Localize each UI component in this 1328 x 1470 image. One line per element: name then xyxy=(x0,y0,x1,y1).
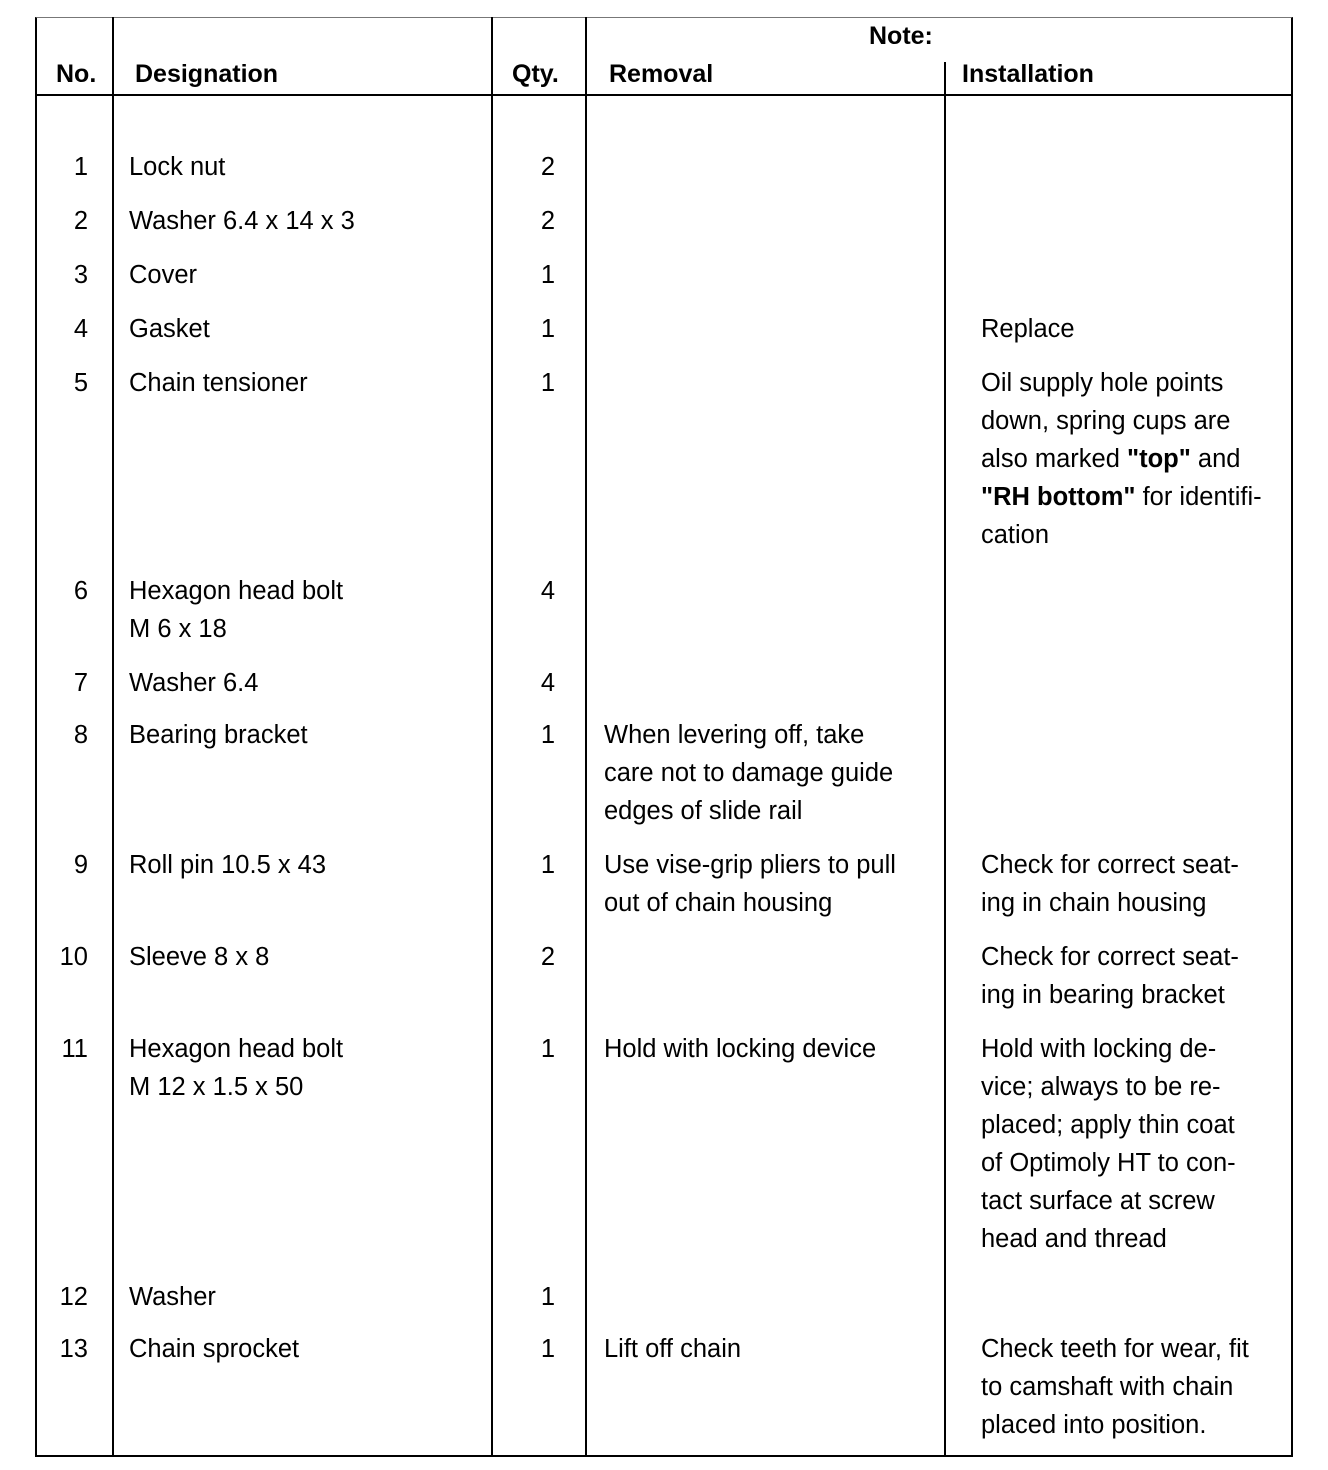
row-5-installation-line-4: "RH bottom" for identifi- xyxy=(981,483,1262,511)
row-4-designation: Gasket xyxy=(129,315,210,343)
row-10-qty: 2 xyxy=(540,943,556,971)
row-1-qty: 2 xyxy=(540,153,556,181)
row-4-qty: 1 xyxy=(540,315,556,343)
row-13-removal: Lift off chain xyxy=(604,1335,742,1363)
row-11-installation-line-4: of Optimoly HT to con- xyxy=(981,1149,1236,1177)
row-3-no: 3 xyxy=(73,261,88,289)
row-2-qty: 2 xyxy=(540,207,556,235)
row-13-installation-line-2: to camshaft with chain xyxy=(981,1373,1234,1401)
row-11-installation-line-3: placed; apply thin coat xyxy=(981,1111,1235,1139)
row-13-installation-line-3: placed into position. xyxy=(981,1411,1207,1439)
row-4-no: 4 xyxy=(73,315,88,343)
row-9-installation-line-1: Check for correct seat- xyxy=(981,851,1239,879)
row-2-designation: Washer 6.4 x 14 x 3 xyxy=(129,207,355,235)
row-11-designation-line-1: Hexagon head bolt xyxy=(129,1035,344,1063)
row-9-designation: Roll pin 10.5 x 43 xyxy=(129,851,327,879)
row-10-installation-line-2: ing in bearing bracket xyxy=(981,981,1225,1009)
row-2-no: 2 xyxy=(73,207,88,235)
row-5-no: 5 xyxy=(73,369,88,397)
row-8-designation: Bearing bracket xyxy=(129,721,308,749)
row-10-installation-line-1: Check for correct seat- xyxy=(981,943,1239,971)
header-note: Note: xyxy=(869,22,933,50)
row-5-qty: 1 xyxy=(540,369,556,397)
row-13-designation: Chain sprocket xyxy=(129,1335,300,1363)
row-11-installation-line-1: Hold with locking de- xyxy=(981,1035,1217,1063)
header-removal: Removal xyxy=(609,60,714,88)
row-6-no: 6 xyxy=(73,577,88,605)
row-1-designation: Lock nut xyxy=(129,153,226,181)
row-7-designation: Washer 6.4 xyxy=(129,669,259,697)
row-5-designation: Chain tensioner xyxy=(129,369,308,397)
row-9-qty: 1 xyxy=(540,851,556,879)
row-3-designation: Cover xyxy=(129,261,198,289)
header-designation: Designation xyxy=(135,60,279,88)
row-11-designation-line-2: M 12 x 1.5 x 50 xyxy=(129,1073,304,1101)
row-3-qty: 1 xyxy=(540,261,556,289)
row-11-installation-line-6: head and thread xyxy=(981,1225,1167,1253)
header-installation: Installation xyxy=(962,60,1094,88)
header-no: No. xyxy=(56,60,97,88)
row-13-no: 13 xyxy=(59,1335,88,1363)
header-rule xyxy=(35,94,1293,96)
row-9-no: 9 xyxy=(73,851,88,879)
column-divider-designation xyxy=(491,17,493,1457)
row-4-installation: Replace xyxy=(981,315,1075,343)
row-8-removal-line-2: care not to damage guide xyxy=(604,759,894,787)
row-11-qty: 1 xyxy=(540,1035,556,1063)
row-8-removal-line-1: When levering off, take xyxy=(604,721,865,749)
row-9-removal-line-2: out of chain housing xyxy=(604,889,833,917)
row-7-no: 7 xyxy=(73,669,88,697)
row-8-no: 8 xyxy=(73,721,88,749)
row-13-installation-line-1: Check teeth for wear, fit xyxy=(981,1335,1249,1363)
row-9-installation-line-2: ing in chain housing xyxy=(981,889,1207,917)
row-11-removal: Hold with locking device xyxy=(604,1035,877,1063)
row-10-designation: Sleeve 8 x 8 xyxy=(129,943,270,971)
row-6-designation-line-1: Hexagon head bolt xyxy=(129,577,344,605)
row-11-no: 11 xyxy=(61,1035,88,1063)
row-7-qty: 4 xyxy=(540,669,556,697)
row-13-qty: 1 xyxy=(540,1335,556,1363)
column-divider-removal xyxy=(944,62,946,1457)
column-divider-no xyxy=(112,17,114,1457)
row-12-designation: Washer xyxy=(129,1283,216,1311)
row-5-installation-line-2: down, spring cups are xyxy=(981,407,1231,435)
row-11-installation-line-5: tact surface at screw xyxy=(981,1187,1215,1215)
row-12-qty: 1 xyxy=(540,1283,556,1311)
row-5-installation-line-1: Oil supply hole points xyxy=(981,369,1224,397)
column-divider-qty xyxy=(585,17,587,1457)
row-12-no: 12 xyxy=(59,1283,88,1311)
row-8-qty: 1 xyxy=(540,721,556,749)
row-5-installation-line-5: cation xyxy=(981,521,1050,549)
row-6-designation-line-2: M 6 x 18 xyxy=(129,615,227,643)
row-6-qty: 4 xyxy=(540,577,556,605)
row-10-no: 10 xyxy=(59,943,88,971)
row-8-removal-line-3: edges of slide rail xyxy=(604,797,803,825)
row-5-installation-line-3: also marked "top" and xyxy=(981,445,1241,473)
row-1-no: 1 xyxy=(73,153,88,181)
header-qty: Qty. xyxy=(512,60,559,88)
row-9-removal-line-1: Use vise-grip pliers to pull xyxy=(604,851,896,879)
row-11-installation-line-2: vice; always to be re- xyxy=(981,1073,1221,1101)
